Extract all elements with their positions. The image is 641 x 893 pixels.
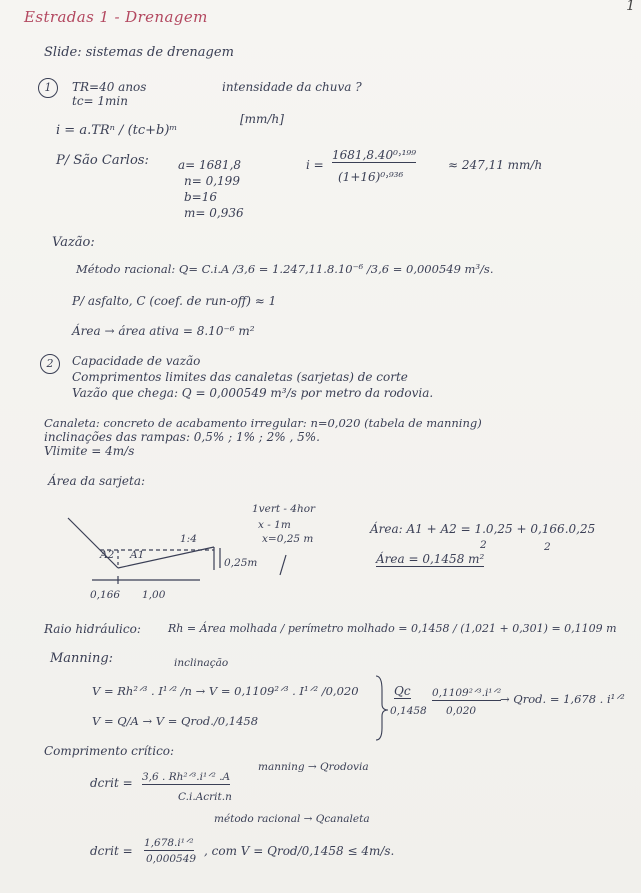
param-b: b=16 [184,190,218,204]
inclinacoes: inclinações das rampas: 0,5% ; 1% ; 2% , 5%. [44,430,320,444]
i-result: ≈ 247,11 mm/h [448,158,543,172]
vazao-heading: Vazão: [52,235,95,250]
manning-note: manning → Qrodovia [258,761,369,773]
capacidade-vazao: Capacidade de vazão [72,354,201,368]
x-note-2: x=0,25 m [262,533,314,545]
dcrit-equals: dcrit = [90,776,133,790]
dcrit-denominator: C.i.Acrit.n [178,791,232,803]
rain-intensity-question: intensidade da chuva ? [222,80,362,94]
manning-label: Manning: [50,651,114,666]
area-result: Área = 0,1458 m² [376,552,485,566]
area-div-2: 2 [544,541,551,553]
vazao-chega: Vazão que chega: Q = 0,000549 m³/s por metro da rodovia. [72,386,434,400]
sao-carlos-label: P/ São Carlos: [56,153,149,168]
metodo-note: método racional → Qcanaleta [214,813,370,825]
dim-100: 1,00 [142,589,166,601]
raio-equation: Rh = Área molhada / perímetro molhado = 0,1458 / (1,021 + 0,301) = 0,1109 m [168,622,617,635]
qrod-result: → Qrod. = 1,678 . i¹ᐟ² [500,692,625,706]
manning-rhs-num: 0,1109²ᐟ³.i¹ᐟ² [432,687,502,699]
i-denominator: (1+16)⁰˒⁹³⁶ [338,170,404,184]
velocity-constraint: , com V = Qrod/0,1458 ≤ 4m/s. [204,844,395,858]
param-a: a= 1681,8 [178,158,242,172]
v-limite: Vlimite = 4m/s [44,444,135,458]
area-equation: Área: A1 + A2 = 1.0,25 + 0,166.0,25 [370,522,596,536]
x-note-1: x - 1m [258,519,291,531]
manning-rhs-den: 0,020 [446,705,477,717]
curly-brace [376,676,388,740]
dcrit2-numerator: 1,678.i¹ᐟ² [144,837,194,849]
page-title: Estradas 1 - Drenagem [24,8,208,26]
asfalto-coef: P/ asfalto, C (coef. de run-off) ≈ 1 [72,294,277,308]
metodo-racional: Método racional: Q= C.i.A /3,6 = 1.247,11.8.10⁻⁶ /3,6 = 0,000549 m³/s. [76,262,494,276]
param-n: n= 0,199 [184,174,240,188]
slide-heading: Slide: sistemas de drenagem [44,45,234,60]
inclinacao-note: inclinação [174,657,229,669]
comprimentos-limites: Comprimentos limites das canaletas (sarjetas) de corte [72,370,408,384]
qc-denominator: 0,1458 [390,705,427,717]
param-m: m= 0,936 [184,206,244,220]
dcrit-numerator: 3,6 . Rh²ᐟ³.i¹ᐟ² .A [142,771,231,783]
comprimento-label: Comprimento crítico: [44,744,175,758]
area-div-1: 2 [480,539,487,551]
i-equals: i = [306,158,324,172]
idf-formula: i = a.TRⁿ / (tc+b)ᵐ [56,123,178,138]
height-label: 0,25m [224,557,258,569]
return-period: TR=40 anos [72,80,147,94]
concentration-time: tc= 1min [72,94,128,108]
section-2-badge: 2 [40,354,60,374]
dcrit2-denominator: 0,000549 [146,853,197,865]
area-a2-label: A2 [100,549,115,561]
manning-velocity-2: V = Q/A → V = Qrod./0,1458 [92,714,259,728]
page-number: 1 [626,0,635,14]
manning-velocity-1: V = Rh²ᐟ³ . I¹ᐟ² /n → V = 0,1109²ᐟ³ . I¹ᐟ² /0,020 [92,684,359,698]
i-numerator: 1681,8.40⁰˒¹⁹⁹ [332,148,416,162]
slope-label: 1:4 [180,533,197,545]
dim-0166: 0,166 [90,589,121,601]
canaleta-info: Canaleta: concreto de acabamento irregular: n=0,020 (tabela de manning) [44,416,482,430]
intensity-unit: [mm/h] [240,112,284,126]
raio-label: Raio hidráulico: [44,622,141,636]
area-a1-label: A1 [130,549,145,561]
dcrit2-equals: dcrit = [90,844,133,858]
section-1-badge: 1 [38,78,58,98]
area-ativa: Área → área ativa = 8.10⁻⁶ m² [72,324,255,338]
slope-ratio-note: 1vert - 4hor [252,503,316,515]
area-sarjeta-label: Área da sarjeta: [48,474,146,488]
qc-numerator: Qc [394,684,411,698]
